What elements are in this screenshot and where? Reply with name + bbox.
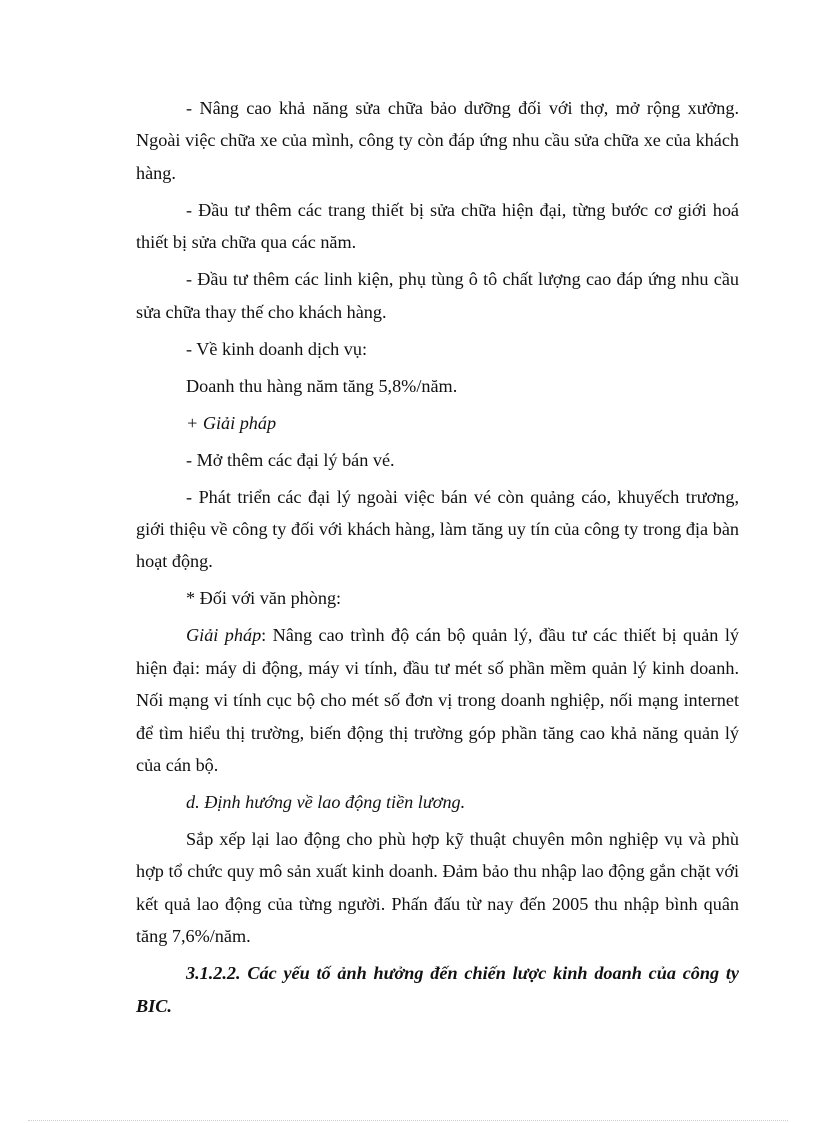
paragraph-ticket-agents: - Mở thêm các đại lý bán vé.	[186, 449, 395, 470]
office-solution-label: Giải pháp	[186, 625, 262, 646]
subheading-labor-salary: d. Định hướng về lao động tiền lương.	[186, 792, 466, 813]
paragraph-repair-equipment: - Đầu tư thêm các trang thiết bị sửa chữa hiện đại, từng bước cơ giới hoá thiết bị sửa chữa qua các năm.	[136, 199, 739, 253]
paragraph-service-revenue: Doanh thu hàng năm tăng 5,8%/năm.	[186, 375, 458, 396]
paragraph-office-heading: * Đối với văn phòng:	[186, 588, 342, 609]
paragraph-service-business: - Về kinh doanh dịch vụ:	[186, 338, 368, 359]
office-solution-text: : Nâng cao trình độ cán bộ quản lý, đầu tư các thiết bị quản lý hiện đại: máy di động, máy vi tính, đầu tư mét số phần mềm quản lý kinh doanh. Nối mạng vi tính cục bộ cho mét số đơn vị trong doanh nghiệp, nối mạng internet để tìm hiểu thị trường, biến động thị trường góp phần tăng cao khả năng quản lý của cán bộ.	[136, 625, 739, 776]
paragraph-solution-label: + Giải pháp	[186, 412, 277, 433]
paragraph-repair-capacity: - Nâng cao khả năng sửa chữa bảo dưỡng đối với thợ, mở rộng xưởng. Ngoài việc chữa xe của mình, công ty còn đáp ứng nhu cầu sửa chữa xe của khách hàng.	[136, 98, 739, 183]
paragraph-spare-parts: - Đầu tư thêm các linh kiện, phụ tùng ô tô chất lượng cao đáp ứng nhu cầu sửa chữa thay thế cho khách hàng.	[136, 269, 739, 322]
paragraph-agent-development: - Phát triển các đại lý ngoài việc bán vé còn quảng cáo, khuyếch trương, giới thiệu về công ty đối với khách hàng, làm tăng uy tín của công ty trong địa bàn hoạt động.	[136, 486, 739, 572]
document-page	[136, 92, 739, 1027]
page-footer-rule	[28, 1120, 788, 1121]
section-heading-bic-factors: 3.1.2.2. Các yếu tố ảnh hưởng đến chiến lược kinh doanh của công ty BIC.	[136, 963, 739, 1016]
paragraph-office-solution	[136, 619, 739, 781]
paragraph-labor-arrangement: Sắp xếp lại lao động cho phù hợp kỹ thuật chuyên môn nghiệp vụ và phù hợp tổ chức quy mô sản xuất kinh doanh. Đảm bảo thu nhập lao động gắn chặt với kết quả lao động của từng người. Phấn đấu từ nay đến 2005 thu nhập bình quân tăng 7,6%/năm.	[136, 829, 739, 947]
